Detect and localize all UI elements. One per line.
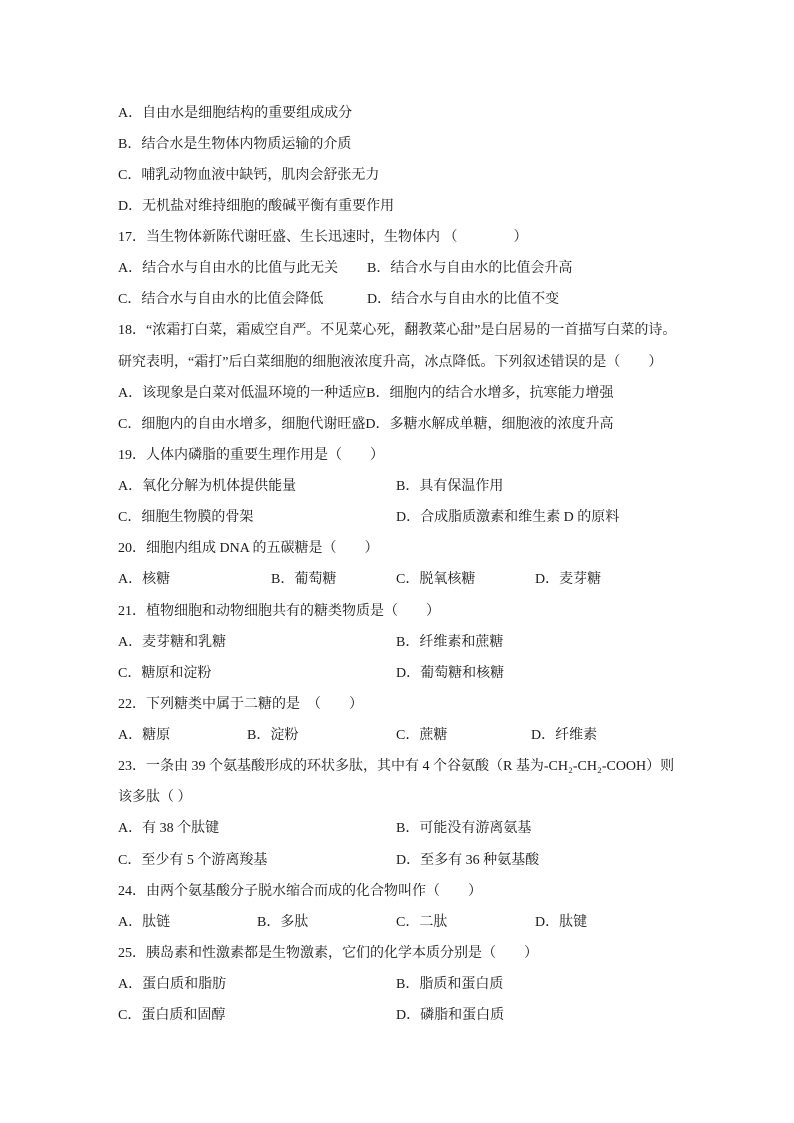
q19-stem: 19．人体内磷脂的重要生理作用是（ ） bbox=[118, 447, 384, 463]
q23-stem-line-2: 该多肽（ ） bbox=[118, 790, 192, 806]
q23-stem-line-1: 23．一条由 39 个氨基酸形成的环状多肽，其中有 4 个谷氨酸（R 基为-CH₂-CH₂-COOH）则 bbox=[118, 759, 675, 775]
q23-options-row-2 bbox=[0, 845, 794, 876]
q21-options-row-1 bbox=[0, 627, 794, 658]
q22-options-row bbox=[0, 720, 794, 751]
q17-options-row-1 bbox=[0, 253, 794, 284]
q22-option-d: D．纤维素 bbox=[531, 728, 598, 743]
q25-options-row-2 bbox=[0, 1000, 794, 1031]
q20-option-c: C．脱氧核糖 bbox=[396, 572, 476, 588]
q20-options-row bbox=[0, 564, 794, 595]
q22-option-c: C．蔗糖 bbox=[396, 728, 448, 743]
q21-stem: 21．植物细胞和动物细胞共有的糖类物质是（ ） bbox=[118, 603, 440, 619]
q19-option-b: B．具有保温作用 bbox=[396, 479, 504, 494]
q19-option-d: D．合成脂质激素和维生素 D 的原料 bbox=[396, 510, 620, 526]
q25-option-b: B．脂质和蛋白质 bbox=[396, 977, 504, 992]
q24-option-a: A．肽链 bbox=[118, 914, 171, 930]
q22-stem: 22．下列糖类中属于二糖的是 （ ） bbox=[118, 696, 363, 712]
q17-option-b: B．结合水与自由水的比值会升高 bbox=[367, 261, 573, 277]
q19-options-row-1 bbox=[0, 471, 794, 502]
q16-option-a: A．自由水是细胞结构的重要组成成分 bbox=[118, 105, 353, 121]
q21-options-row-2 bbox=[0, 658, 794, 689]
q24-options-row bbox=[0, 907, 794, 938]
q21-option-c: C．糖原和淀粉 bbox=[118, 665, 212, 681]
q18-stem-line-1: 18．“浓霜打白菜，霜威空自严。不见菜心死，翻教菜心甜”是白居易的一首描写白菜的诗。 bbox=[118, 323, 677, 339]
q25-options-row-1 bbox=[0, 969, 794, 1000]
q17-options-row-2 bbox=[0, 284, 794, 315]
q24-option-b: B．多肽 bbox=[257, 914, 309, 930]
q16-option-d: D．无机盐对维持细胞的酸碱平衡有重要作用 bbox=[118, 198, 395, 214]
q23-option-c: C．至少有 5 个游离羧基 bbox=[118, 852, 268, 868]
q23-option-d: D．至多有 36 种氨基酸 bbox=[396, 852, 540, 868]
q17-option-d: D．结合水与自由水的比值不变 bbox=[367, 292, 560, 308]
q18-option-b: B．细胞内的结合水增多，抗寒能力增强 bbox=[366, 385, 614, 401]
q23-option-a: A．有 38 个肽键 bbox=[118, 821, 220, 837]
q18-options-row-2 bbox=[0, 409, 794, 440]
q19-option-c: C．细胞生物膜的骨架 bbox=[118, 510, 254, 526]
q18-stem-line-2: 研究表明，“霜打”后白菜细胞的细胞液浓度升高，冰点降低。下列叙述错误的是（ ） bbox=[118, 354, 663, 370]
q25-option-d: D．磷脂和蛋白质 bbox=[396, 1008, 505, 1024]
q21-option-b: B．纤维素和蔗糖 bbox=[396, 634, 504, 650]
q17-option-c: C．结合水与自由水的比值会降低 bbox=[118, 292, 324, 308]
q20-stem: 20．细胞内组成 DNA 的五碳糖是（ ） bbox=[118, 541, 379, 557]
q17-stem: 17．当生物体新陈代谢旺盛、生长迅速时，生物体内 （ ） bbox=[118, 230, 528, 245]
q24-option-d: D．肽键 bbox=[535, 914, 588, 930]
q23-options-row-1 bbox=[0, 813, 794, 844]
q23-option-b: B．可能没有游离氨基 bbox=[396, 821, 532, 837]
q24-stem: 24．由两个氨基酸分子脱水缩合而成的化合物叫作（ ） bbox=[118, 883, 482, 899]
q22-option-b: B．淀粉 bbox=[247, 728, 299, 743]
q21-option-d: D．葡萄糖和核糖 bbox=[396, 665, 505, 681]
q20-option-a: A．核糖 bbox=[118, 572, 171, 588]
q17-option-a: A．结合水与自由水的比值与此无关 bbox=[118, 261, 339, 277]
q25-stem: 25．胰岛素和性激素都是生物激素，它们的化学本质分别是（ ） bbox=[118, 945, 538, 961]
q25-option-c: C．蛋白质和固醇 bbox=[118, 1008, 226, 1024]
q16-option-c: C．哺乳动物血液中缺钙，肌肉会舒张无力 bbox=[118, 167, 380, 183]
q25-option-a: A．蛋白质和脂肪 bbox=[118, 977, 227, 992]
q18-options-row-1 bbox=[0, 378, 794, 409]
q19-options-row-2 bbox=[0, 502, 794, 533]
q22-option-a: A．糖原 bbox=[118, 728, 171, 743]
q18-option-c: C．细胞内的自由水增多，细胞代谢旺盛 bbox=[118, 416, 366, 432]
q21-option-a: A．麦芽糖和乳糖 bbox=[118, 634, 227, 650]
q24-option-c: C．二肽 bbox=[396, 914, 448, 930]
q18-option-a: A．该现象是白菜对低温环境的一种适应 bbox=[118, 385, 367, 401]
q19-option-a: A．氧化分解为机体提供能量 bbox=[118, 479, 297, 494]
q20-option-d: D．麦芽糖 bbox=[535, 572, 602, 588]
q20-option-b: B．葡萄糖 bbox=[271, 572, 337, 588]
q18-option-d: D．多糖水解成单糖，细胞液的浓度升高 bbox=[365, 416, 614, 432]
q16-option-b: B．结合水是生物体内物质运输的介质 bbox=[118, 136, 352, 152]
exam-page bbox=[0, 98, 794, 1032]
